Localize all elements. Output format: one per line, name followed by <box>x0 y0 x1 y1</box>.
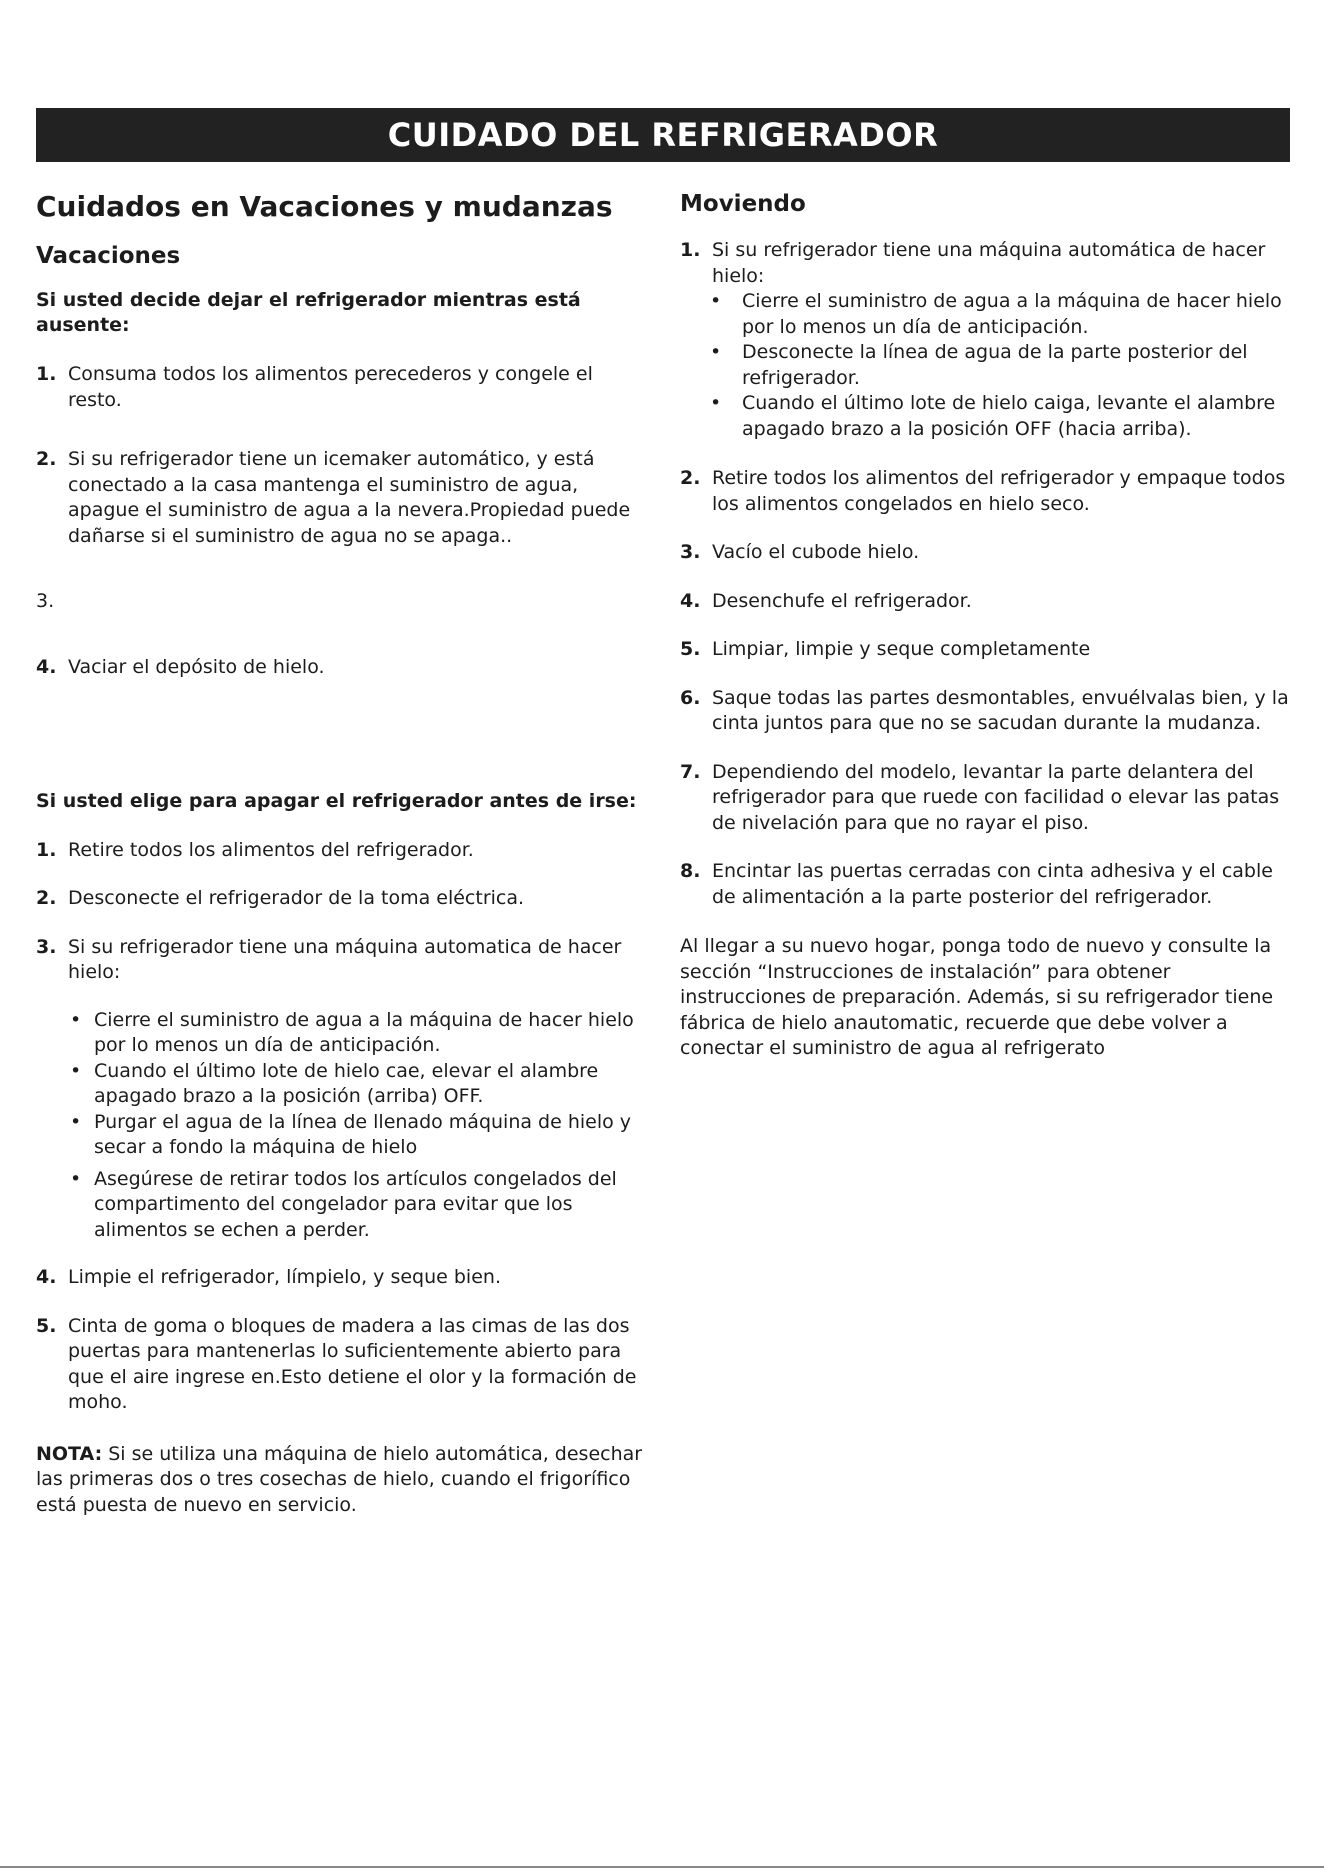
bullet-item <box>680 391 1290 442</box>
note-label: NOTA: <box>36 1442 103 1465</box>
item-number: 4. <box>36 656 57 678</box>
bullet-dot: • <box>70 1008 82 1031</box>
bullet-item <box>62 1167 650 1244</box>
list-item <box>36 589 650 615</box>
list-item <box>36 1265 650 1291</box>
bullet-text: Cierre el suministro de agua a la máquina de hacer hielo por lo menos un día de anticipación. <box>742 290 1282 338</box>
item-text: Desconecte el refrigerador de la toma eléctrica. <box>68 887 525 909</box>
bullet-dot: • <box>70 1167 82 1190</box>
list-item <box>36 362 650 413</box>
item-text: Saque todas las partes desmontables, envuélvalas bien, y la cinta juntos para que no se sacudan durante la mudanza. <box>712 686 1289 734</box>
item-number: 2. <box>36 887 57 909</box>
bullet-item <box>62 1008 650 1059</box>
item-number: 4. <box>36 1266 57 1288</box>
list-item <box>36 655 650 681</box>
item-text: Consuma todos los alimentos perecederos y congele el resto. <box>68 363 593 411</box>
item-number: 3. <box>36 590 55 612</box>
item-text: Limpie el refrigerador, límpielo, y seque bien. <box>68 1266 501 1288</box>
note-paragraph <box>36 1442 650 1519</box>
bullet-text: Desconecte la línea de agua de la parte posterior del refrigerador. <box>742 341 1248 389</box>
bullet-item <box>680 340 1290 391</box>
closing-paragraph: Al llegar a su nuevo hogar, ponga todo de nuevo y consulte la sección “Instrucciones de instalación” para obtener instrucciones de preparación. Además, si su refrigerador tiene fábrica de hielo anautomatic, recuerde que debe volver a conectar el suministro de agua al refrigerato <box>680 935 1274 1059</box>
item-number: 2. <box>36 448 57 470</box>
item-number: 8. <box>680 860 701 882</box>
right-column <box>680 190 1290 1062</box>
list-item <box>680 238 1290 289</box>
left-column <box>36 190 650 1518</box>
bullet-text: Cuando el último lote de hielo cae, elevar el alambre apagado brazo a la posición (arriba) OFF. <box>94 1059 599 1107</box>
item-number: 7. <box>680 760 701 783</box>
bullet-item <box>62 1059 650 1110</box>
item-text: Si su refrigerador tiene un icemaker automático, y está conectado a la casa mantenga el suministro de agua, apague el suministro de agua a la nevera.Propiedad puede dañarse si el suministro de agua no se apaga.. <box>68 448 631 547</box>
section-heading: Cuidados en Vacaciones y mudanzas <box>36 190 613 223</box>
vacation-stay-on-title: Si usted decide dejar el refrigerador mientras está ausente: <box>36 289 581 336</box>
bullet-dot: • <box>710 290 722 312</box>
list-item <box>680 760 1290 837</box>
bullet-dot: • <box>710 392 722 414</box>
item-text: Retire todos los alimentos del refrigerador. <box>68 838 474 861</box>
list-item <box>680 589 1290 615</box>
item-text: Si su refrigerador tiene una máquina automatica de hacer hielo: <box>68 935 622 983</box>
item-number: 2. <box>680 467 701 489</box>
note-text: Si se utiliza una máquina de hielo automática, desechar las primeras dos o tres cosechas de hielo, cuando el frigorífico está puesta de nuevo en servicio. <box>36 1442 643 1516</box>
bullet-item <box>62 1110 650 1161</box>
bullet-dot: • <box>70 1110 82 1133</box>
list-item <box>680 466 1290 517</box>
list-item <box>680 859 1290 910</box>
subheading-vacations: Vacaciones <box>36 243 181 269</box>
item-text: Desenchufe el refrigerador. <box>712 589 972 612</box>
bullet-dot: • <box>710 341 722 363</box>
item-number: 1. <box>36 838 57 861</box>
bullet-list <box>62 1008 650 1244</box>
list-item <box>36 935 650 986</box>
item-text: Dependiendo del modelo, levantar la parte delantera del refrigerador para que ruede con facilidad o elevar las patas de nivelación para que no rayar el piso. <box>712 760 1280 834</box>
list-item <box>680 540 1290 566</box>
item-number: 5. <box>36 1314 57 1337</box>
item-number: 4. <box>680 589 701 612</box>
item-text: Encintar las puertas cerradas con cinta adhesiva y el cable de alimentación a la parte posterior del refrigerador. <box>712 860 1273 908</box>
item-number: 3. <box>680 541 701 563</box>
item-text: Vaciar el depósito de hielo. <box>68 656 325 678</box>
page-title-banner <box>36 108 1290 162</box>
bullet-item <box>680 289 1290 340</box>
bullet-list <box>680 289 1290 442</box>
item-number: 3. <box>36 935 57 958</box>
page-bottom-rule <box>0 1866 1324 1868</box>
bullet-text: Cierre el suministro de agua a la máquina de hacer hielo por lo menos un día de anticipación. <box>94 1008 634 1056</box>
subheading-moving: Moviendo <box>680 191 806 217</box>
list-item <box>680 686 1290 737</box>
bullet-text: Asegúrese de retirar todos los artículos congelados del compartimento del congelador para evitar que los alimentos se echen a perder. <box>94 1167 617 1241</box>
list-item <box>36 1314 650 1416</box>
page-title: CUIDADO DEL REFRIGERADOR <box>387 116 939 154</box>
list-item <box>36 886 650 912</box>
list-item <box>680 637 1290 663</box>
list-item <box>36 838 650 864</box>
item-text: Cinta de goma o bloques de madera a las cimas de las dos puertas para mantenerlas lo suficientemente abierto para que el aire ingrese en.Esto detiene el olor y la formación de moho. <box>68 1314 637 1413</box>
bullet-text: Purgar el agua de la línea de llenado máquina de hielo y secar a fondo la máquina de hielo <box>94 1110 632 1158</box>
list-item <box>36 447 650 549</box>
item-text: Retire todos los alimentos del refrigerador y empaque todos los alimentos congelados en hielo seco. <box>712 467 1286 515</box>
vacation-turn-off-title: Si usted elige para apagar el refrigerador antes de irse: <box>36 789 637 812</box>
item-number: 1. <box>36 363 57 385</box>
item-number: 5. <box>680 638 701 660</box>
bullet-dot: • <box>70 1059 82 1082</box>
item-text: Vacío el cubode hielo. <box>712 541 920 563</box>
item-text: Si su refrigerador tiene una máquina automática de hacer hielo: <box>712 239 1266 287</box>
item-text: Limpiar, limpie y seque completamente <box>712 638 1091 660</box>
item-number: 6. <box>680 686 701 709</box>
item-number: 1. <box>680 239 701 261</box>
bullet-text: Cuando el último lote de hielo caiga, levante el alambre apagado brazo a la posición OFF (hacia arriba). <box>742 392 1276 440</box>
